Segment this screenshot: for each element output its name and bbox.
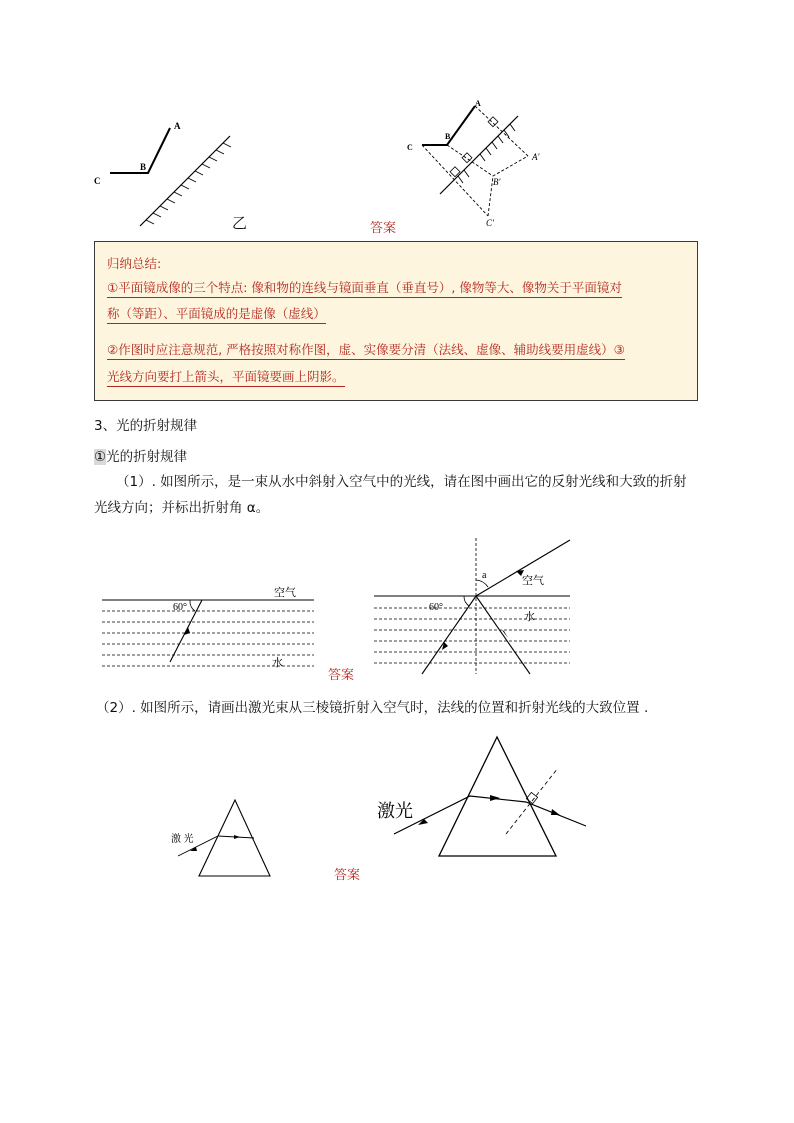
label-b: B	[140, 162, 147, 172]
summary-line-1: ①平面镜成像的三个特点: 像和物的连线与镜面垂直（垂直号）, 像物等大、像物关于平面镜对	[107, 279, 622, 298]
label-angle: 60°	[429, 602, 443, 613]
answer-label-1: 答案	[370, 221, 397, 236]
section-heading: 3、光的折射规律	[94, 418, 198, 434]
summary-line-3: ②作图时应注意规范, 严格按照对称作图，虚、实像要分清（法线、虚像、辅助线要用虚线）③	[107, 341, 625, 360]
answer-label-3: 答案	[334, 868, 361, 883]
prism-figure-answer	[376, 734, 591, 860]
answer-label-2: 答案	[328, 668, 355, 683]
subsection-title: 光的折射规律	[106, 449, 188, 465]
label-b-prime: B′	[493, 177, 501, 187]
label-alpha: a	[482, 570, 487, 581]
circle-number: ①	[94, 449, 107, 465]
label-water: 水	[524, 611, 535, 623]
label-air: 空气	[522, 575, 544, 587]
prism-figure-left	[170, 796, 275, 880]
subsection-heading	[94, 445, 187, 465]
label-c: C	[94, 176, 101, 186]
summary-title: 归纳总结:	[107, 256, 162, 271]
label-angle: 60°	[173, 602, 187, 613]
summary-box	[94, 241, 698, 401]
q1-line-2: 光线方向；并标出折射角 α。	[94, 500, 270, 516]
label-b: B	[445, 132, 451, 141]
label-a: A	[475, 99, 481, 108]
summary-line-4: 光线方向要打上箭头，平面镜要画上阴影。	[107, 368, 345, 387]
refraction-figure-left	[102, 580, 317, 670]
label-c-prime: C′	[486, 218, 494, 228]
label-air: 空气	[274, 587, 296, 599]
summary-line-2: 称（等距）、平面镜成的是虚像（虚线）	[107, 305, 326, 324]
label-laser: 激 光	[171, 834, 194, 845]
q1-line-1: （1）. 如图所示，是一束从水中斜射入空气中的光线，请在图中画出它的反射光线和大致的折射	[116, 474, 687, 490]
refraction-figure-answer	[374, 538, 574, 678]
label-water: 水	[272, 657, 283, 669]
figure-caption-yi: 乙	[232, 214, 248, 232]
mirror-figure-answer	[400, 98, 560, 233]
label-a-prime: A′	[532, 152, 540, 162]
label-a: A	[174, 121, 181, 131]
q2-text: （2）. 如图所示，请画出激光束从三棱镜折射入空气时，法线的位置和折射光线的大致位置 .	[96, 700, 649, 716]
label-c: C	[407, 143, 413, 152]
label-laser: 激光	[377, 801, 413, 821]
